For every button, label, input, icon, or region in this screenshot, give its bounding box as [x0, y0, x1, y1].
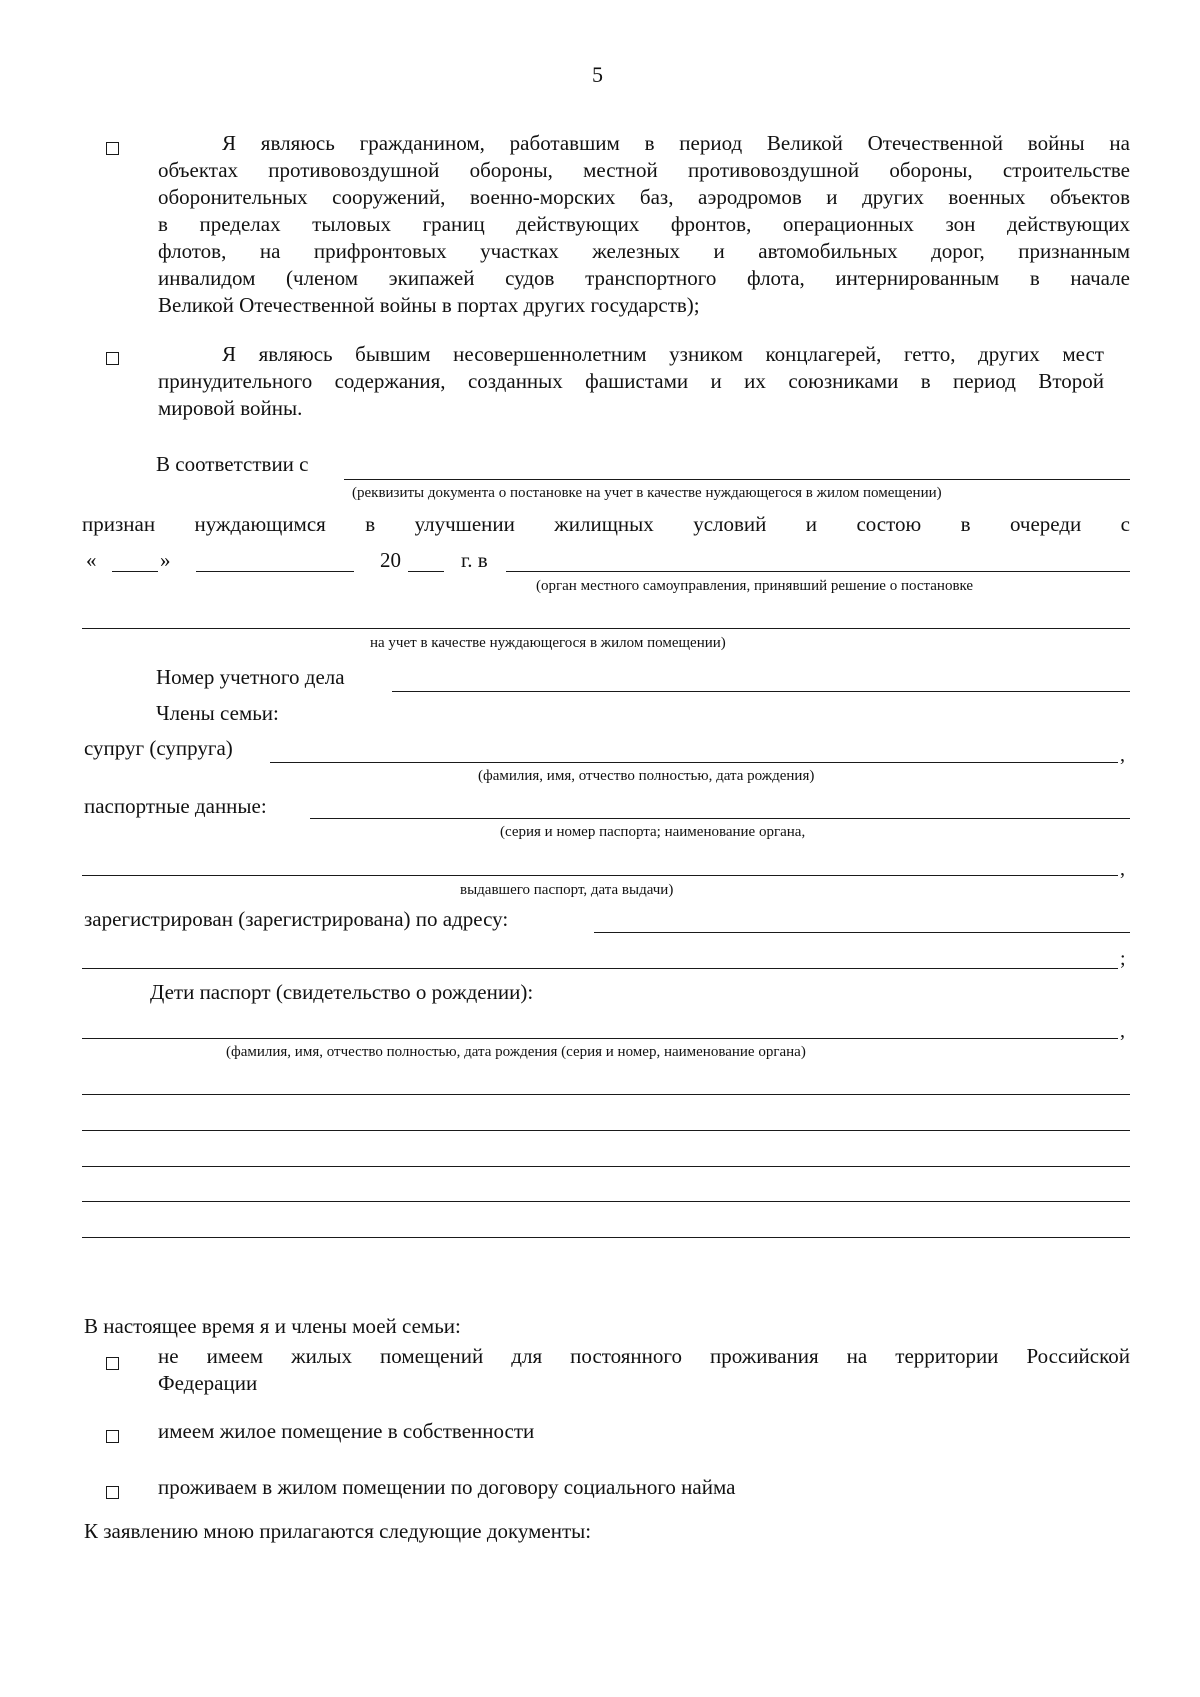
checkbox-camp-prisoner[interactable]	[106, 352, 119, 365]
text-line: Я являюсь бывшим несовершеннолетним узником концлагерей, гетто, других мест	[222, 342, 1104, 366]
option-social-text: проживаем в жилом помещении по договору социального найма	[158, 1475, 736, 1499]
comma: ,	[1120, 1020, 1125, 1042]
hint-passport-1: (серия и номер паспорта; наименование органа,	[500, 824, 806, 840]
hint-children: (фамилия, имя, отчество полностью, дата рождения (серия и номер, наименование органа)	[226, 1044, 806, 1060]
page-number: 5	[592, 62, 603, 87]
passport-label: паспортные данные:	[84, 794, 267, 818]
recognized-word: с	[1120, 512, 1130, 536]
comma: ,	[1120, 744, 1125, 766]
recognized-word: в	[365, 512, 376, 536]
passport-field[interactable]	[310, 818, 1130, 819]
children-field-line[interactable]	[82, 1166, 1130, 1167]
year-prefix: 20	[380, 548, 401, 572]
text-line: объектах противовоздушной обороны, местной противовоздушной обороны, строительстве	[158, 158, 1130, 182]
text-line: Великой Отечественной войны в портах других государств);	[158, 293, 700, 317]
checkbox-wwii-worker[interactable]	[106, 142, 119, 155]
text-line: оборонительных сооружений, военно-морских баз, аэродромов и других военных объектов	[158, 185, 1130, 209]
option-wwii-worker-text	[158, 130, 1130, 319]
hint-organ-2: на учет в качестве нуждающегося в жилом помещении)	[370, 635, 726, 651]
option-owned-text: имеем жилое помещение в собственности	[158, 1419, 535, 1443]
organ-field-continued[interactable]	[82, 628, 1130, 629]
recognized-word: состою	[856, 512, 922, 536]
address-field[interactable]	[594, 932, 1130, 933]
year-suffix: г. в	[461, 548, 488, 572]
text-line: не имеем жилых помещений для постоянного проживания на территории Российской	[158, 1344, 1130, 1368]
text-line: мировой войны.	[158, 396, 303, 420]
family-members-label: Члены семьи:	[156, 701, 279, 725]
spouse-field[interactable]	[270, 762, 1118, 763]
recognized-line	[82, 511, 1130, 537]
recognized-word: нуждающимся	[194, 512, 326, 536]
recognized-word: и	[805, 512, 818, 536]
case-number-label: Номер учетного дела	[156, 665, 345, 689]
children-field-line[interactable]	[82, 1094, 1130, 1095]
passport-field-continued[interactable]	[82, 875, 1118, 876]
document-details-field[interactable]	[344, 479, 1130, 480]
hint-passport-2: выдавшего паспорт, дата выдачи)	[460, 882, 674, 898]
hint-fio: (фамилия, имя, отчество полностью, дата рождения)	[478, 768, 815, 784]
children-label: Дети паспорт (свидетельство о рождении):	[150, 980, 534, 1004]
case-number-field[interactable]	[392, 691, 1130, 692]
recognized-word: признан	[82, 512, 156, 536]
month-field[interactable]	[196, 571, 354, 572]
quote-close: »	[160, 548, 171, 572]
year-field[interactable]	[408, 571, 444, 572]
checkbox-no-housing[interactable]	[106, 1357, 119, 1370]
day-field[interactable]	[112, 571, 158, 572]
semicolon: ;	[1120, 948, 1126, 970]
option-no-housing-text	[158, 1343, 1130, 1397]
documents-intro: К заявлению мною прилагаются следующие документы:	[84, 1519, 592, 1543]
address-field-continued[interactable]	[82, 968, 1118, 969]
children-field[interactable]	[82, 1038, 1118, 1039]
recognized-word: условий	[693, 512, 767, 536]
spouse-label: супруг (супруга)	[84, 736, 233, 760]
hint-document: (реквизиты документа о постановке на учет в качестве нуждающегося в жилом помещении)	[352, 485, 942, 501]
recognized-word: в	[960, 512, 971, 536]
hint-organ-1: (орган местного самоуправления, принявший решение о постановке	[536, 578, 974, 594]
children-field-line[interactable]	[82, 1130, 1130, 1131]
checkbox-social-housing[interactable]	[106, 1486, 119, 1499]
text-line: инвалидом (членом экипажей судов транспортного флота, интернированным в начале	[158, 266, 1130, 290]
children-field-line[interactable]	[82, 1237, 1130, 1238]
recognized-word: очереди	[1009, 512, 1082, 536]
text-line: в пределах тыловых границ действующих фронтов, операционных зон действующих	[158, 212, 1130, 236]
text-line: принудительного содержания, созданных фашистами и их союзниками в период Второй	[158, 369, 1104, 393]
housing-intro: В настоящее время я и члены моей семьи:	[84, 1314, 461, 1338]
option-camp-prisoner-text	[158, 341, 1104, 422]
text-line: Я являюсь гражданином, работавшим в период Великой Отечественной войны на	[222, 131, 1130, 155]
comma: ,	[1120, 858, 1125, 880]
checkbox-owned-housing[interactable]	[106, 1430, 119, 1443]
recognized-word: жилищных	[554, 512, 654, 536]
text-line: флотов, на прифронтовых участках железных и автомобильных дорог, признанным	[158, 239, 1130, 263]
text-line: Федерации	[158, 1371, 258, 1395]
registered-label: зарегистрирован (зарегистрирована) по адресу:	[84, 907, 509, 931]
organ-field[interactable]	[506, 571, 1130, 572]
children-field-line[interactable]	[82, 1201, 1130, 1202]
in-accordance-label: В соответствии с	[156, 452, 309, 476]
recognized-word: улучшении	[414, 512, 515, 536]
quote-open: «	[86, 548, 97, 572]
